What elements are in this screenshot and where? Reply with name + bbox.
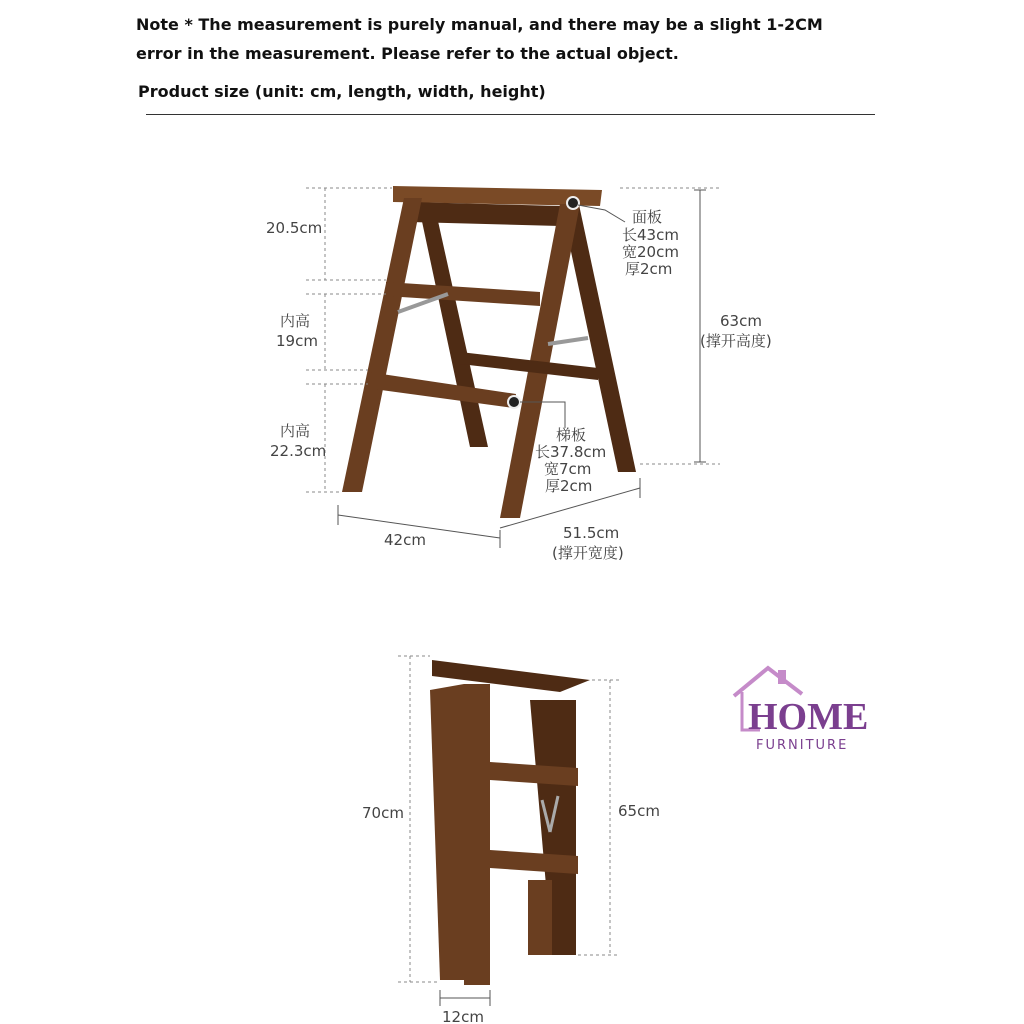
inner-height-2-value: 22.3cm [270,442,327,460]
total-height-note: (撑开高度) [700,332,772,350]
inner-height-2-label: 内高 [280,422,311,440]
step-length: 长37.8cm [535,443,607,461]
base-width-label: 42cm [384,531,426,549]
folded-height-total: 70cm [362,804,404,822]
inner-height-1-label: 内高 [280,312,311,330]
panel-thickness: 厚2cm [625,260,673,278]
note-line-1: Note * The measurement is purely manual, and there may be a slight 1-2CM [136,15,823,34]
top-height-label: 20.5cm [266,219,323,237]
step-thickness: 厚2cm [545,477,593,495]
product-size-title: Product size (unit: cm, length, width, height) [138,82,546,101]
step-title: 梯板 [556,426,587,444]
logo-main-text: HOME [748,696,869,738]
panel-width: 宽20cm [622,243,679,261]
folded-height-back: 65cm [618,802,660,820]
panel-length: 长43cm [622,226,679,244]
open-width-note: (撑开宽度) [552,544,624,562]
open-stool-illustration [342,186,636,518]
note-line-2: error in the measurement. Please refer to the actual object. [136,44,679,63]
step-width: 宽7cm [544,460,592,478]
logo-sub-text: FURNITURE [756,738,849,753]
folded-depth: 12cm [442,1008,484,1024]
panel-title: 面板 [632,208,663,226]
folded-stool-illustration [430,660,590,985]
inner-height-1-value: 19cm [276,332,318,350]
house-roof-icon [734,668,802,696]
total-height-value: 63cm [720,312,762,330]
home-furniture-logo [734,668,868,753]
open-width-value: 51.5cm [563,524,620,542]
